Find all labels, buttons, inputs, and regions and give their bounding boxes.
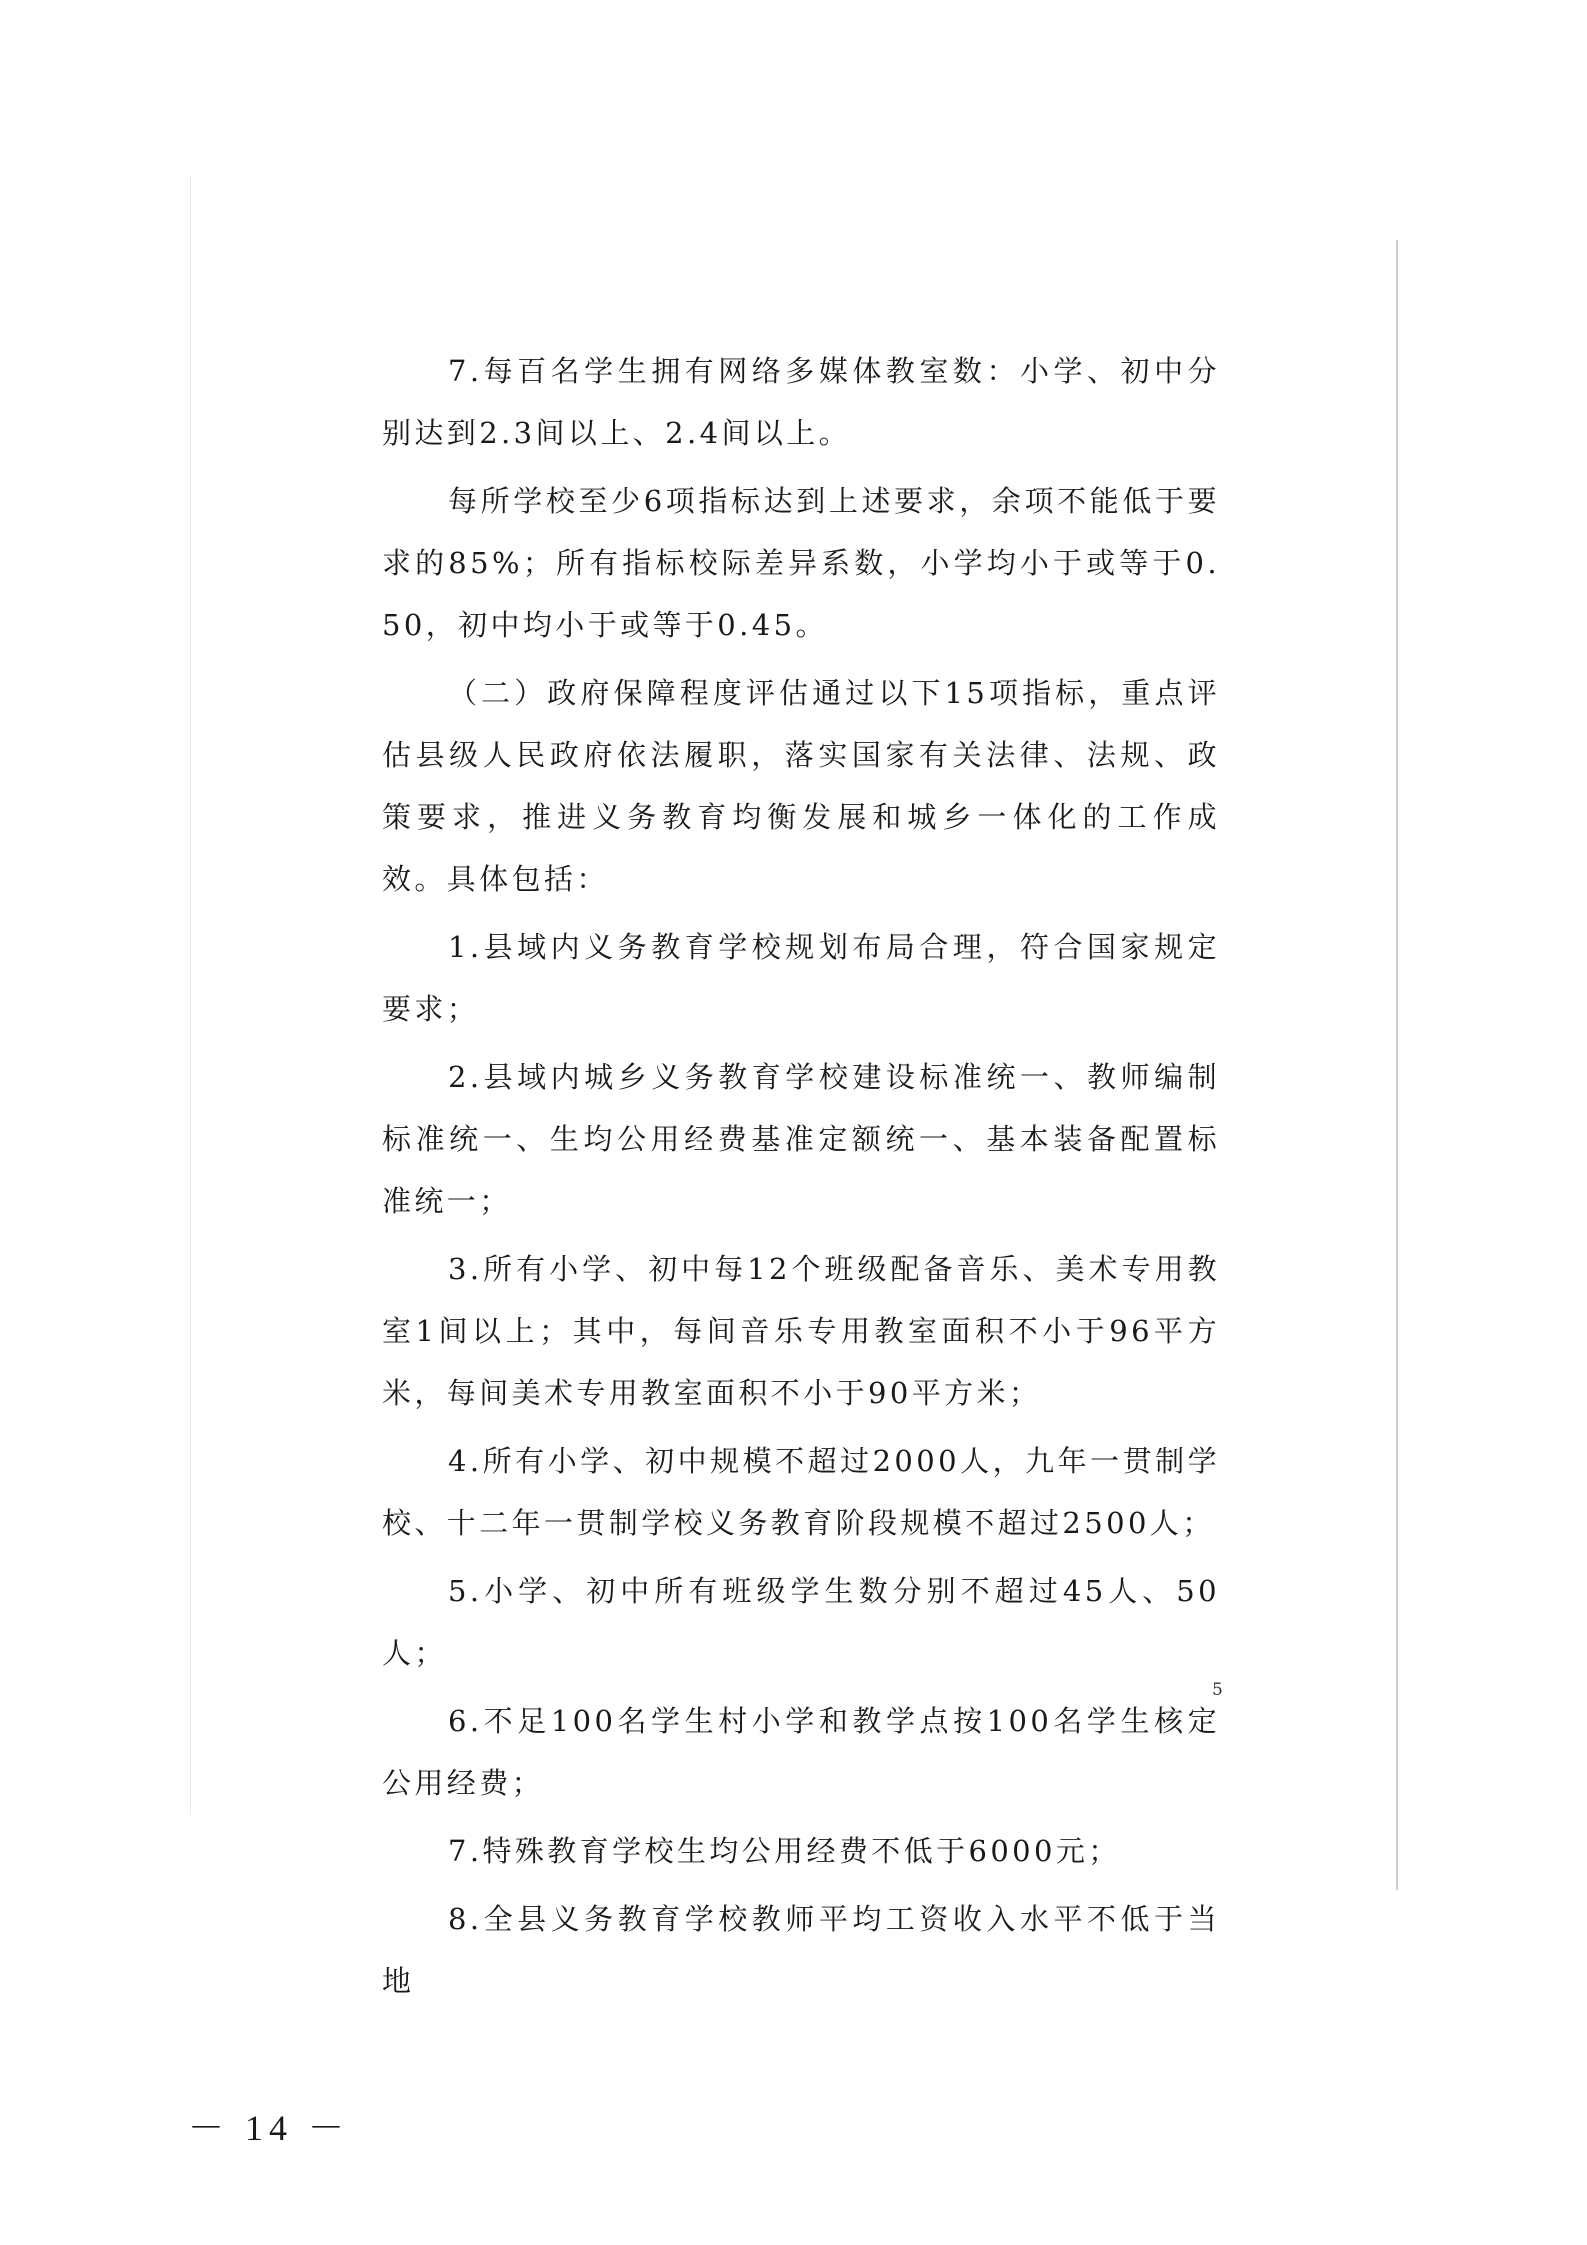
document-body bbox=[382, 340, 1220, 2012]
paragraph-school-requirements: 每所学校至少6项指标达到上述要求，余项不能低于要求的85%；所有指标校际差异系数，小学均小于或等于0.50，初中均小于或等于0.45。 bbox=[382, 484, 1220, 642]
list-item-3: 3.所有小学、初中每12个班级配备音乐、美术专用教室1间以上；其中，每间音乐专用教室面积不小于96平方米，每间美术专用教室面积不小于90平方米； bbox=[382, 1252, 1220, 1410]
scan-edge-right bbox=[1396, 240, 1398, 1890]
paragraph-item-7-network-classrooms: 7.每百名学生拥有网络多媒体教室数：小学、初中分别达到2.3间以上、2.4间以上。 bbox=[382, 354, 1220, 450]
list-item-2: 2.县域内城乡义务教育学校建设标准统一、教师编制标准统一、生均公用经费基准定额统一、基本装备配置标准统一； bbox=[382, 1060, 1220, 1218]
outer-page-number: － 14 － bbox=[188, 2108, 351, 2148]
paragraph-government-guarantee: （二）政府保障程度评估通过以下15项指标，重点评估县级人民政府依法履职，落实国家有关法律、法规、政策要求，推进义务教育均衡发展和城乡一体化的工作成效。具体包括： bbox=[382, 676, 1220, 896]
inner-page-number: 5 bbox=[1212, 1680, 1223, 1700]
list-item-5: 5.小学、初中所有班级学生数分别不超过45人、50人； bbox=[382, 1574, 1220, 1670]
list-item-4: 4.所有小学、初中规模不超过2000人，九年一贯制学校、十二年一贯制学校义务教育阶段规模不超过2500人； bbox=[382, 1444, 1220, 1540]
list-item-7: 7.特殊教育学校生均公用经费不低于6000元； bbox=[448, 1834, 1121, 1868]
scan-edge-left bbox=[190, 175, 191, 1815]
list-item-8: 8.全县义务教育学校教师平均工资收入水平不低于当地 bbox=[382, 1902, 1220, 1998]
list-item-1: 1.县域内义务教育学校规划布局合理，符合国家规定要求； bbox=[382, 930, 1220, 1026]
list-item-6: 6.不足100名学生村小学和教学点按100名学生核定公用经费； bbox=[382, 1704, 1220, 1800]
